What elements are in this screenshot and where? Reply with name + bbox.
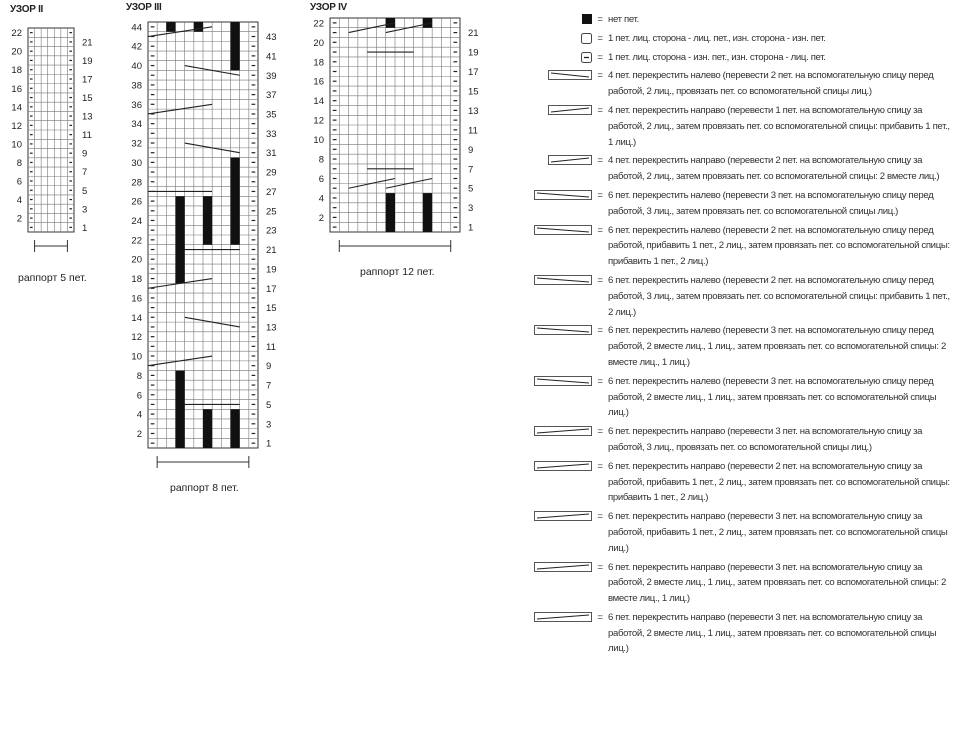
no-stitch-cell: [423, 193, 432, 232]
row-number-right: 17: [82, 74, 93, 86]
legend-item: [520, 103, 950, 150]
legend-text: 6 пет. перекрестить налево (перевести 3 пет. на вспомогательную спицу перед работой, 2 вместе лиц., 1 лиц., затем провязать пет. со вспомогательной спицы: 2 вместе лиц., 1 лиц.): [608, 325, 946, 368]
row-number-left: 8: [318, 154, 324, 166]
legend-text: 4 пет. перекрестить направо (перевести 1 пет. на вспомогательную спицу за работой, 2 лиц., затем провязать пет. со вспомогательной спицы: прибавить 1 пет., 1 лиц.): [608, 104, 950, 148]
equals-sign: =: [597, 32, 603, 44]
row-number-left: 28: [131, 177, 142, 189]
row-number-left: 24: [131, 215, 142, 227]
equals-sign: =: [597, 611, 603, 623]
row-number-right: 13: [266, 322, 277, 334]
row-number-left: 12: [313, 115, 324, 127]
equals-sign: =: [597, 511, 603, 523]
row-number-left: 6: [136, 390, 142, 402]
row-number-right: 39: [266, 70, 277, 82]
legend-item: [520, 374, 950, 421]
row-number-right: 5: [266, 399, 272, 411]
no-stitch-cell: [166, 22, 175, 32]
row-number-right: 19: [82, 55, 93, 67]
row-number-left: 20: [11, 46, 22, 58]
row-number-left: 16: [313, 76, 324, 88]
row-number-right: 9: [82, 148, 88, 160]
row-number-right: 33: [266, 128, 277, 140]
legend-text: 4 пет. перекрестить налево (перевести 2 пет. на вспомогательную спицу перед работой, 2 лиц., провязать пет. со вспомогательной спицы лиц.): [608, 70, 934, 98]
row-number-left: 4: [16, 195, 22, 207]
equals-sign: =: [597, 460, 603, 472]
cable-6-left-inc2-icon: [520, 223, 592, 235]
row-number-right: 15: [468, 86, 479, 98]
no-stitch-cell: [386, 193, 395, 232]
no-stitch-cell: [231, 158, 240, 245]
cable-4-left-icon: [520, 68, 592, 80]
legend-text: 4 пет. перекрестить направо (перевести 2 пет. на вспомогательную спицу за работой, 2 лиц., затем провязать пет. со вспомогательной спицы: 2 вместе лиц.): [608, 155, 940, 183]
row-number-right: 31: [266, 148, 277, 160]
row-number-left: 16: [131, 293, 142, 305]
equals-sign: =: [597, 104, 603, 116]
cable-6-left-inc1-icon: [520, 273, 592, 285]
cable-6-right-dec2-icon: [520, 560, 592, 572]
cable-6-right-inc1-icon: [520, 509, 592, 521]
row-number-left: 6: [318, 174, 324, 185]
row-number-right: 7: [82, 167, 88, 179]
legend-item: [520, 459, 950, 506]
row-number-right: 25: [266, 206, 277, 218]
no-stitch-cell: [203, 196, 212, 244]
row-number-right: 35: [266, 109, 277, 121]
row-number-right: 15: [266, 303, 277, 315]
row-number-left: 12: [131, 332, 142, 344]
row-number-right: 1: [82, 222, 88, 234]
no-stitch-cell: [231, 22, 240, 70]
row-number-left: 22: [313, 18, 324, 30]
legend-item: [520, 223, 950, 270]
cable-6-left-dec2-icon: [520, 323, 592, 335]
chart-iii-rapport: раппорт 8 пет.: [170, 482, 239, 494]
row-number-right: 3: [82, 204, 88, 216]
dash-square-icon: [520, 50, 592, 63]
row-number-right: 1: [266, 438, 272, 450]
equals-sign: =: [597, 325, 603, 337]
legend-text: 6 пет. перекрестить направо (перевести 3 пет. на вспомогательную спицу за работой, 3 лиц., провязать пет. со вспомогательной спицы лиц.): [608, 426, 923, 453]
row-number-right: 5: [468, 183, 474, 195]
no-stitch-cell: [203, 409, 212, 448]
no-stitch-cell: [231, 409, 240, 448]
equals-sign: =: [597, 51, 603, 63]
row-number-right: 5: [82, 185, 88, 197]
legend-text: 6 пет. перекрестить налево (перевести 2 пет. на вспомогательную спицу перед работой, прибавить 1 пет., 2 лиц., затем провязать пет. со вспомогательной спицы: прибавить 1 пет., 2 лиц.): [608, 224, 950, 268]
row-number-right: 13: [82, 111, 93, 123]
equals-sign: =: [597, 375, 603, 387]
legend-text: 6 пет. перекрестить налево (перевести 3 пет. на вспомогательную спицу перед работой, 3 лиц., затем провязать пет. со вспомогательной спицы лиц.): [608, 189, 934, 217]
row-number-left: 6: [16, 176, 22, 188]
no-stitch-cell: [176, 371, 185, 448]
legend-text: 6 пет. перекрестить направо (перевести 2 пет. на вспомогательную спицу за работой, прибавить 1 пет., 2 лиц., затем провязать пет. со вспомогательной спицы: прибавить 1 пет., 2 лиц.): [608, 460, 950, 504]
row-number-right: 21: [82, 37, 93, 49]
row-number-right: 19: [468, 47, 479, 59]
black-square-icon: [520, 12, 592, 24]
cable-6-right-icon: [520, 424, 592, 436]
legend-text: 6 пет. перекрестить направо (перевести 3 пет. на вспомогательную спицу за работой, прибавить 1 пет., 2 лиц., затем провязать пет. со вспомогательной спицы лиц.): [608, 511, 948, 554]
legend-text: 6 пет. перекрестить налево (перевести 2 пет. на вспомогательную спицу перед работой, 3 лиц., затем провязать пет. со вспомогательной спицы: прибавить 1 пет., 2 лиц.): [608, 274, 950, 318]
no-stitch-cell: [176, 196, 185, 283]
chart-ii-title: УЗОР II: [10, 4, 44, 15]
legend-item: [520, 509, 950, 556]
chart-iii-grid: [120, 16, 290, 484]
legend-item: [520, 273, 950, 320]
row-number-right: 27: [266, 186, 277, 198]
row-number-right: 9: [468, 144, 474, 156]
row-number-left: 8: [16, 157, 22, 169]
row-number-left: 12: [11, 120, 22, 132]
row-number-left: 42: [131, 41, 142, 53]
row-number-right: 17: [266, 283, 277, 295]
row-number-left: 18: [313, 57, 324, 69]
legend-item: [520, 153, 950, 185]
row-number-left: 14: [313, 96, 324, 108]
chart-ii-rapport: раппорт 5 пет.: [18, 272, 87, 284]
legend-item: [520, 68, 950, 100]
row-number-left: 38: [131, 80, 142, 92]
row-number-left: 32: [131, 138, 142, 150]
row-number-left: 14: [131, 312, 142, 324]
cable-4-right-inc-icon: [520, 103, 592, 115]
equals-sign: =: [597, 14, 603, 25]
legend-text: 6 пет. перекрестить направо (перевести 3 пет. на вспомогательную спицу за работой, 2 вместе лиц., 1 лиц., затем провязать пет. со вспомогательной спицы: 2 вместе лиц., 1 лиц.): [608, 561, 946, 605]
cable-6-right-dec1-icon: [520, 610, 592, 622]
row-number-left: 34: [131, 119, 142, 131]
equals-sign: =: [597, 274, 603, 286]
legend-item: [520, 50, 950, 66]
cable-6-left-icon: [520, 188, 592, 200]
row-number-right: 43: [266, 32, 277, 44]
row-number-right: 29: [266, 167, 277, 179]
row-number-right: 21: [468, 28, 479, 40]
row-number-right: 9: [266, 361, 272, 373]
row-number-right: 15: [82, 93, 93, 105]
row-number-left: 2: [318, 212, 324, 224]
row-number-right: 1: [468, 222, 474, 234]
legend-text: 1 пет. лиц. сторона - лиц. пет., изн. сторона - изн. пет.: [608, 32, 826, 44]
row-number-left: 30: [131, 157, 142, 169]
row-number-right: 13: [468, 105, 479, 117]
equals-sign: =: [597, 224, 603, 236]
chart-iii-title: УЗОР III: [126, 2, 162, 13]
equals-sign: =: [597, 561, 603, 573]
equals-sign: =: [597, 155, 603, 167]
row-number-left: 10: [131, 351, 142, 363]
symbol-legend: [520, 12, 950, 660]
legend-item: [520, 31, 950, 47]
row-number-right: 11: [468, 125, 478, 137]
legend-item: [520, 560, 950, 607]
row-number-left: 26: [131, 196, 142, 208]
legend-text: нет пет.: [608, 14, 639, 25]
legend-item: [520, 188, 950, 220]
legend-item: [520, 323, 950, 370]
legend-text: 6 пет. перекрестить налево (перевести 3 пет. на вспомогательную спицу перед работой, 2 вместе лиц., 1 лиц., затем провязать пет. со вспомогательной спицы лиц.): [608, 375, 937, 419]
legend-item: [520, 610, 950, 657]
row-number-left: 36: [131, 99, 142, 111]
row-number-right: 11: [82, 130, 92, 142]
row-number-left: 18: [11, 65, 22, 77]
row-number-left: 16: [11, 83, 22, 95]
empty-square-icon: [520, 31, 592, 44]
row-number-right: 41: [266, 51, 277, 63]
row-number-right: 21: [266, 245, 277, 257]
row-number-left: 2: [136, 428, 142, 440]
row-number-right: 3: [266, 419, 272, 431]
legend-item: [520, 12, 950, 28]
row-number-left: 10: [11, 139, 22, 151]
equals-sign: =: [597, 426, 603, 438]
cable-6-right-inc2-icon: [520, 459, 592, 471]
row-number-right: 7: [468, 164, 474, 176]
row-number-left: 4: [136, 409, 142, 421]
row-number-right: 19: [266, 264, 277, 276]
cable-4-right-dec-icon: [520, 153, 592, 165]
chart-iv-grid: [300, 12, 500, 272]
legend-item: [520, 424, 950, 456]
chart-ii-grid: [0, 18, 110, 278]
row-number-left: 22: [11, 28, 22, 40]
row-number-right: 11: [266, 341, 276, 353]
row-number-left: 8: [136, 370, 142, 382]
row-number-left: 2: [16, 213, 22, 225]
row-number-left: 22: [131, 235, 142, 247]
row-number-right: 37: [266, 90, 277, 102]
row-number-right: 17: [468, 67, 479, 78]
row-number-left: 44: [131, 22, 142, 34]
row-number-left: 18: [131, 274, 142, 286]
row-number-right: 23: [266, 225, 277, 237]
row-number-left: 20: [313, 37, 324, 49]
legend-text: 6 пет. перекрестить направо (перевести 3 пет. на вспомогательную спицу за работой, 2 вместе лиц., 1 лиц., затем провязать пет. со вспомогательной спицы лиц.): [608, 611, 937, 655]
equals-sign: =: [597, 70, 603, 82]
row-number-left: 40: [131, 61, 142, 73]
row-number-left: 14: [11, 102, 22, 114]
row-number-right: 7: [266, 380, 272, 392]
row-number-left: 10: [313, 135, 324, 147]
equals-sign: =: [597, 189, 603, 201]
chart-iv-rapport: раппорт 12 пет.: [360, 266, 435, 278]
row-number-left: 20: [131, 254, 142, 266]
no-stitch-cell: [194, 22, 203, 32]
row-number-right: 3: [468, 203, 474, 215]
row-number-left: 4: [318, 193, 324, 205]
legend-text: 1 пет. лиц. сторона - изн. пет., изн. сторона - лиц. пет.: [608, 51, 826, 63]
cable-6-left-dec1-icon: [520, 374, 592, 386]
chart-iv-title: УЗОР IV: [310, 2, 347, 13]
